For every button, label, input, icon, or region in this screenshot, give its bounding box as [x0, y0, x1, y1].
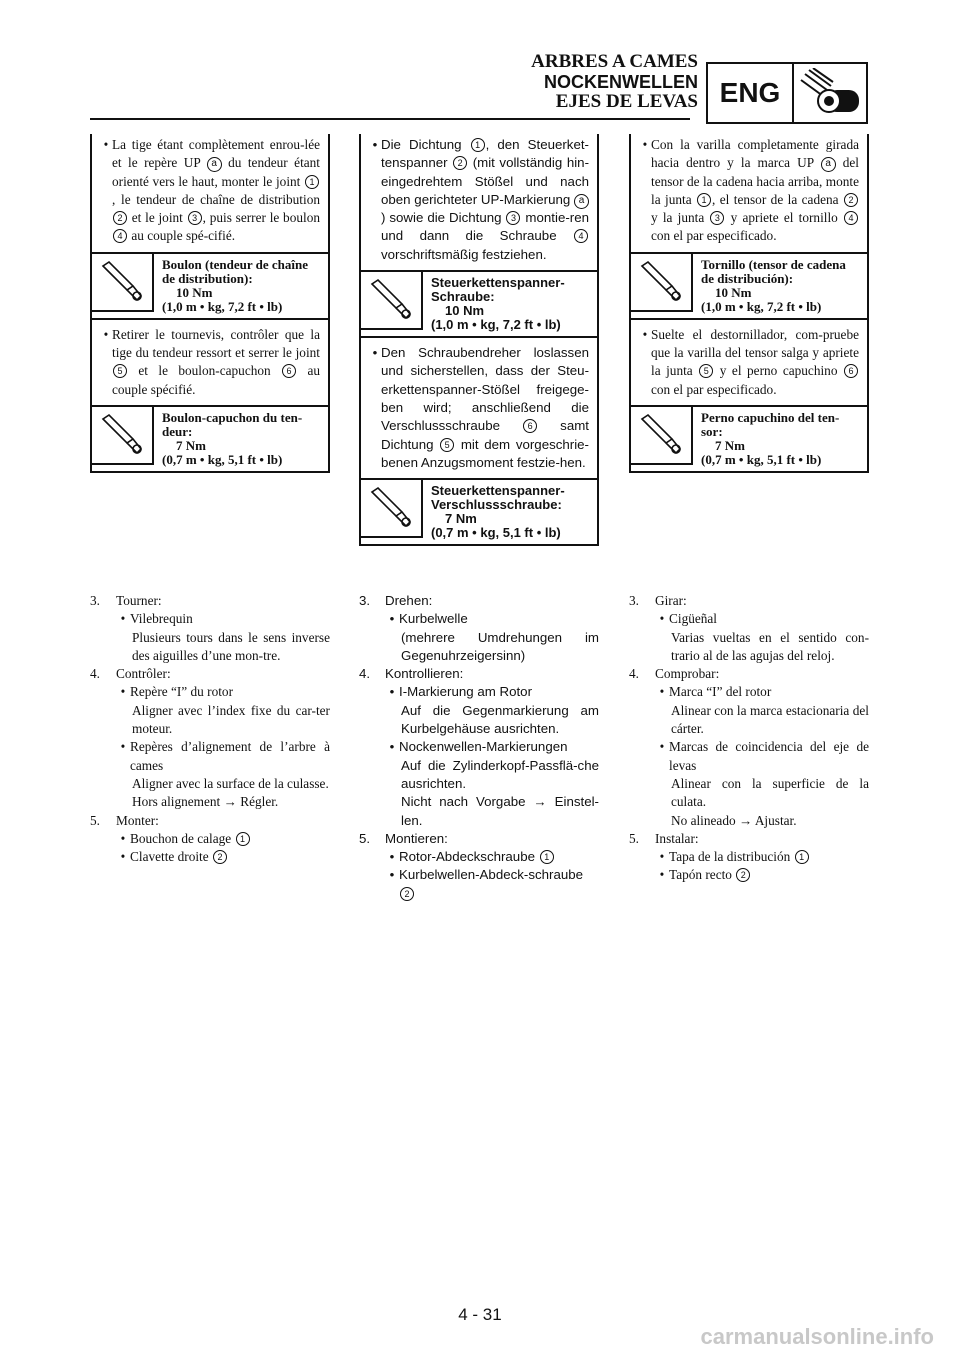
note-de-2: [361, 338, 597, 478]
column-de: [359, 134, 599, 546]
ref-3: 3: [506, 211, 520, 225]
step-4-text-1: Aligner avec l’index fixe du car-ter moteur.: [132, 702, 330, 737]
step-3: 3. Tourner:: [90, 593, 162, 608]
torque-spec-fr-2: [92, 405, 328, 473]
section-label: ENG: [708, 64, 794, 122]
bullet: •: [103, 137, 109, 152]
ref-3: 3: [188, 211, 202, 225]
title-fr: ARBRES A CAMES: [531, 51, 698, 72]
torque-wrench-icon: [631, 407, 693, 465]
ref-1: 1: [305, 175, 319, 189]
ref-5: 5: [699, 364, 713, 378]
torque-wrench-icon: [361, 272, 423, 330]
step-4-text-1: Auf die Gegenmarkierung am Kurbelgehäuse ausrichten.: [401, 702, 599, 737]
note-text: Den Schraubendreher loslassen und sicherstellen, dass der Steu-erkettenspanner-Stößel freigege-ben wird; anschließend die Verschlussschraube 6 samt Dichtung 5 mit dem vorgeschrie-benen Anzugsmoment festzie-hen.: [381, 345, 589, 470]
step-3-item: • Kurbelwelle: [389, 611, 468, 627]
step-4-item-1: • Marca “I” del rotor: [659, 684, 772, 700]
step-3-text: Varias vueltas en el sentido con-trario al de las agujas del reloj.: [671, 629, 869, 663]
torque-spec-es-1: [631, 252, 867, 320]
watermark: carmanualsonline.info: [700, 1324, 934, 1349]
engine-camshaft-icon: [794, 64, 866, 122]
step-5: 5. Instalar:: [629, 830, 699, 846]
section-badge: [706, 62, 868, 124]
step-5: 5. Monter:: [90, 812, 159, 828]
note-box-de: [359, 134, 599, 546]
step-4-item-1: • Repère “I” du rotor: [120, 684, 233, 700]
bullet: •: [372, 137, 378, 152]
step-3: 3. Girar:: [629, 593, 687, 608]
torque-wrench-icon: [92, 407, 154, 465]
bullet: •: [103, 326, 109, 342]
note-text: Die Dichtung 1 , den Steuerket-tenspanner 2 (mit vollständig hin-eingedrehtem Stößel und nach oben gerichteter UP-Markierung a) sowie die Dichtung 3 montie-ren und dann die Schraube 4 vorschriftsmäßig festziehen.: [381, 137, 589, 262]
steps-fr: [90, 592, 330, 866]
step-4: 4. Comprobar:: [629, 666, 720, 682]
step-4-text-1: Alinear con la marca estacionaria del cárter.: [671, 702, 869, 737]
ref-a: a: [574, 194, 589, 209]
step-4-text-2: Alinear con la superficie de la culata.: [671, 775, 869, 810]
step-3-text: (mehrere Umdrehungen im Gegenuhrzeigersinn): [401, 629, 599, 663]
torque-text: Perno capuchino del ten- sor: 7 Nm (0,7 m • kg, 5,1 ft • lb): [701, 409, 840, 467]
note-box-fr: [90, 134, 330, 473]
torque-text: Tornillo (tensor de cadena de distribución): 10 Nm (1,0 m • kg, 7,2 ft • lb): [701, 256, 846, 314]
column-fr: [90, 134, 330, 473]
torque-text: Boulon-capuchon du ten- deur: 7 Nm (0,7 m • kg, 5,1 ft • lb): [162, 409, 303, 467]
step-5-item-1: • Bouchon de calage 1: [90, 830, 330, 848]
torque-text: Steuerkettenspanner- Verschlussschraube: 7 Nm (0,7 m • kg, 5,1 ft • lb): [431, 483, 565, 541]
page-number: 4 - 31: [458, 1305, 502, 1324]
step-5-item-2: • Kurbelwellen-Abdeck-schraube 2: [389, 867, 584, 899]
title-es: EJES DE LEVAS: [555, 91, 698, 112]
ref-3: 3: [710, 211, 724, 225]
step-3: 3. Drehen:: [359, 593, 433, 608]
note-text: Retirer le tournevis, contrôler que la tige du tendeur ressort et serrer le joint 5 et le boulon-capuchon 6 au couple spécifié.: [112, 326, 320, 397]
title-de: NOCKENWELLEN: [544, 72, 698, 92]
torque-text: Steuerkettenspanner- Schraube: 10 Nm (1,0 m • kg, 7,2 ft • lb): [431, 275, 565, 333]
step-4-item-2: • Nockenwellen-Markierungen: [389, 739, 568, 755]
note-es-2: [631, 320, 867, 405]
step-4-item-2: • Marcas de coincidencia del eje de levas: [659, 739, 869, 773]
step-5-item-2: • Clavette droite 2: [90, 848, 330, 866]
step-4-text-3: No alineado → Ajustar.: [671, 812, 797, 828]
note-es-1: [631, 134, 867, 252]
step-3-text: Plusieurs tours dans le sens inverse des aiguilles d’une mon-tre.: [132, 629, 330, 663]
ref-4: 4: [113, 229, 127, 243]
note-fr-2: [92, 320, 328, 405]
ref-1: 1: [697, 193, 711, 207]
step-4-text-3: Nicht nach Vorgabe → Einstel-len.: [401, 794, 599, 828]
ref-1: 1: [471, 138, 485, 152]
step-3-item: • Cigüeñal: [659, 611, 718, 627]
note-box-es: [629, 134, 869, 473]
bullet: •: [642, 326, 648, 342]
ref-6: 6: [523, 419, 537, 433]
torque-wrench-icon: [631, 254, 693, 312]
note-de-1: [361, 134, 597, 270]
ref-6: 6: [282, 364, 296, 378]
ref-2: 2: [844, 193, 858, 207]
note-text: Suelte el destornillador, com-pruebe que la varilla del tensor salga y apriete la junta 5 y el perno capuchino 6 con el par especificado.: [651, 326, 859, 397]
torque-spec-de-2: [361, 478, 597, 546]
step-4-item-2: • Repères d’alignement de l’arbre à cames: [120, 739, 330, 773]
torque-spec-es-2: [631, 405, 867, 473]
bullet: •: [642, 137, 648, 152]
step-5-item-1: • Tapa de la distribución 1: [629, 848, 869, 866]
torque-spec-de-1: [361, 270, 597, 338]
ref-a: a: [821, 157, 836, 172]
torque-wrench-icon: [92, 254, 154, 312]
ref-5: 5: [113, 364, 127, 378]
steps-de: [359, 592, 599, 903]
note-text: La tige étant complètement enrou-lée et le repère UP a du tendeur étant orienté vers le haut, monter le joint 1, le tendeur de chaîne de distribution 2 et le joint 3 , puis serrer le boulon 4 au couple spé-cifié.: [112, 137, 321, 244]
ref-5: 5: [440, 438, 454, 452]
torque-spec-fr-1: [92, 252, 328, 320]
ref-a: a: [207, 157, 222, 172]
header-rule: [90, 118, 690, 120]
step-5-item-2: • Tapón recto 2: [629, 866, 869, 884]
step-4-text-2: Aligner avec la surface de la culasse.: [132, 775, 329, 791]
note-text: Con la varilla completamente girada hacia dentro y la marca UP a del tensor de la cadena hacia arriba, monte la junta 1 , el tensor de la cadena 2 y la junta 3 y apriete el tornillo 4 con el par especificado.: [651, 137, 859, 244]
step-4: 4. Kontrollieren:: [359, 666, 464, 682]
step-4-text-2: Auf die Zylinderkopf-Passflä-che ausrichten.: [401, 757, 599, 791]
step-4-text-3: Hors alignement → Régler.: [132, 794, 279, 810]
step-4: 4. Contrôler:: [90, 666, 171, 682]
step-3-item: • Vilebrequin: [120, 611, 193, 627]
ref-4: 4: [844, 211, 858, 225]
step-5: 5. Montieren:: [359, 830, 448, 846]
step-5-item-1: • Rotor-Abdeckschraube 1: [359, 848, 599, 866]
note-fr-1: [92, 134, 328, 252]
ref-4: 4: [574, 229, 588, 243]
ref-2: 2: [453, 156, 467, 170]
torque-text: Boulon (tendeur de chaîne de distribution): 10 Nm (1,0 m • kg, 7,2 ft • lb): [162, 256, 309, 314]
torque-wrench-icon: [361, 480, 423, 538]
ref-2: 2: [113, 211, 127, 225]
header-titles: [531, 52, 698, 112]
bullet: •: [372, 345, 378, 361]
column-es: [629, 134, 869, 473]
steps-es: [629, 592, 869, 885]
ref-6: 6: [844, 364, 858, 378]
step-4-item-1: • I-Markierung am Rotor: [389, 684, 533, 700]
